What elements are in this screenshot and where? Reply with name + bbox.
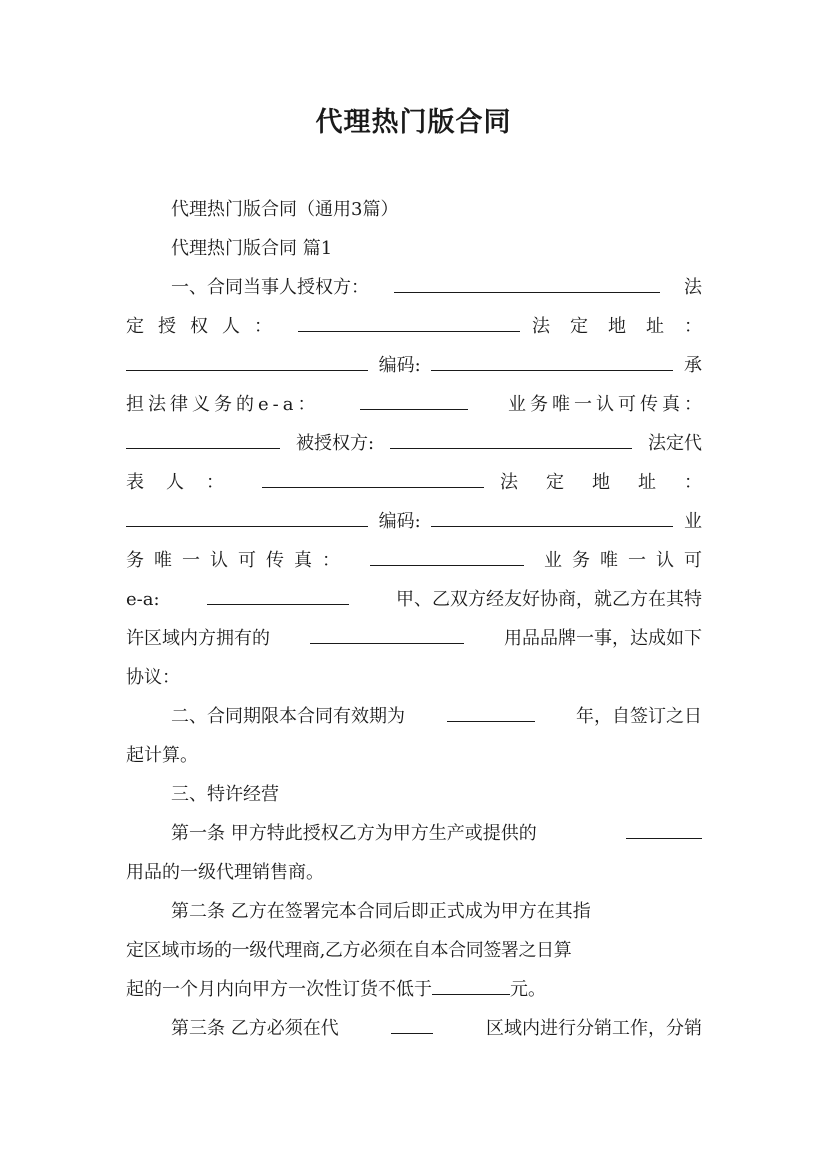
blank-field (370, 545, 524, 566)
blank-field (431, 350, 673, 371)
para1-line: 担法律义务的e-a： 业务唯一认可传真： (126, 385, 702, 424)
para2-line: 二、合同期限本合同有效期为 年，自签订之日 (126, 697, 702, 736)
blank-field (432, 974, 510, 995)
blank-field (391, 1013, 433, 1034)
para1-line: 编码: 业 (126, 502, 702, 541)
blank-field (126, 506, 368, 527)
para2-line: 起计算。 (126, 745, 198, 766)
blank-field (262, 467, 484, 488)
para3-line: 三、特许经营 (171, 784, 279, 805)
blank-field (310, 623, 464, 644)
para1-line: 协议： (126, 667, 180, 688)
blank-field (431, 506, 673, 527)
blank-field (207, 584, 349, 605)
blank-field (298, 311, 520, 332)
blank-field (626, 818, 702, 839)
blank-field (394, 272, 660, 293)
para4-line: 用品的一级代理销售商。 (126, 862, 324, 883)
para1-line: 被授权方: 法定代 (126, 424, 702, 463)
blank-field (126, 350, 368, 371)
para1-line: 务唯一认可传真： 业务唯一认可 (126, 541, 702, 580)
para5-line: 第二条 乙方在签署完本合同后即正式成为甲方在其指 (171, 901, 591, 922)
document-title: 代理热门版合同 (315, 107, 512, 138)
para6-line: 第三条 乙方必须在代 区域内进行分销工作，分销 (126, 1009, 702, 1048)
para4-line: 第一条 甲方特此授权乙方为甲方生产或提供的 (126, 814, 702, 853)
section-heading: 代理热门版合同 篇1 (171, 238, 333, 259)
para5-line: 起的一个月内向甲方一次性订货不低于 元。 (126, 970, 702, 1009)
document-subtitle: 代理热门版合同（通用3篇） (171, 199, 399, 220)
para1-line: 定授权人： 法定地址： (126, 307, 702, 346)
para5-line: 定区域市场的一级代理商,乙方必须在自本合同签署之日算 (126, 940, 572, 961)
blank-field (360, 389, 468, 410)
blank-field (126, 428, 280, 449)
para1-line: 表人： 法定地址： (126, 463, 702, 502)
para1-line: 编码: 承 (126, 346, 702, 385)
para1-line: e-a: 甲、乙双方经友好协商，就乙方在其特 (126, 580, 702, 619)
para1-line: 许区域内方拥有的 用品品牌一事，达成如下 (126, 619, 702, 658)
blank-field (390, 428, 632, 449)
para1-line: 一、合同当事人授权方： 法 (126, 268, 702, 307)
document-body (126, 190, 730, 1048)
blank-field (447, 701, 535, 722)
